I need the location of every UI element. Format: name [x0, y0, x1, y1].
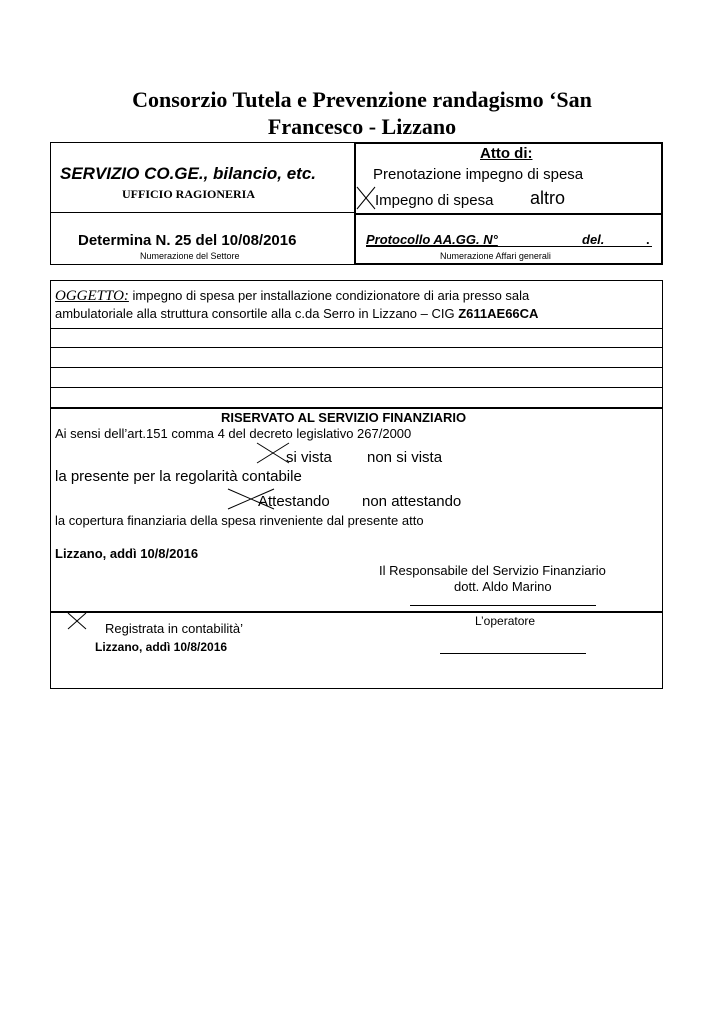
oggetto-row-divider-3	[50, 367, 663, 368]
responsabile-signature-line	[410, 605, 596, 606]
non-si-vista-option: non si vista	[367, 449, 443, 466]
oggetto-label: OGGETTO:	[55, 288, 129, 304]
finanziario-heading: RISERVATO AL SERVIZIO FINANZIARIO	[221, 410, 467, 425]
operatore-signature-line	[440, 653, 586, 654]
document-title	[50, 86, 674, 140]
oggetto-text	[55, 287, 538, 322]
oggetto-row-divider-1	[50, 328, 663, 329]
numerazione-affari-label: Numerazione Affari generali	[440, 251, 551, 261]
numerazione-settore-label: Numerazione del Settore	[140, 251, 240, 261]
office-name: UFFICIO RAGIONERIA	[122, 187, 256, 201]
non-attestando-option: non attestando	[362, 493, 462, 510]
responsabile-name: dott. Aldo Marino	[454, 579, 552, 594]
protocollo-underline	[366, 246, 652, 247]
finanziario-place-date: Lizzano, addì 10/8/2016	[55, 546, 199, 561]
header-divider	[50, 212, 355, 213]
cross-mark-icon	[66, 611, 88, 631]
registrazione-place-date: Lizzano, addì 10/8/2016	[95, 640, 228, 654]
regolarita-text: la presente per la regolarità contabile	[55, 468, 302, 485]
cross-mark-icon	[355, 185, 377, 211]
service-name: SERVIZIO CO.GE., bilancio, etc.	[60, 164, 316, 183]
copertura-text: la copertura finanziaria della spesa rinveniente dal presente atto	[55, 513, 424, 528]
title-line-2: Francesco - Lizzano	[267, 114, 457, 139]
oggetto-text-1: impegno di spesa per installazione condizionatore di aria presso sala	[132, 288, 530, 303]
responsabile-title: Il Responsabile del Servizio Finanziario	[379, 563, 606, 578]
atto-option-altro: altro	[530, 188, 566, 208]
del-label: del.	[582, 232, 605, 247]
title-line-1: Consorzio Tutela e Prevenzione randagismo ‘San	[132, 87, 592, 112]
attestando-option: Attestando	[258, 493, 330, 510]
registrata-label: Registrata in contabilità’	[105, 621, 244, 636]
finanziario-divider	[50, 407, 663, 409]
protocollo-label: Protocollo AA.GG. N°	[366, 232, 498, 247]
atto-option-impegno: Impegno di spesa	[375, 192, 494, 209]
oggetto-text-2: ambulatoriale alla struttura consortile alla c.da Serro in Lizzano – CIG	[55, 306, 455, 321]
operatore-label: L’operatore	[475, 614, 536, 628]
oggetto-line-1	[55, 287, 538, 305]
determina-number: Determina N. 25 del 10/08/2016	[78, 232, 297, 249]
oggetto-row-divider-2	[50, 347, 663, 348]
si-vista-option: si vista	[286, 449, 332, 466]
cig-code: Z611AE66CA	[458, 306, 539, 321]
oggetto-row-divider-4	[50, 387, 663, 388]
oggetto-line-2	[55, 305, 538, 322]
del-dot: .	[646, 232, 650, 247]
registrazione-divider	[50, 611, 663, 613]
atto-option-prenotazione: Prenotazione impegno di spesa	[373, 166, 584, 183]
atto-heading: Atto di:	[480, 145, 533, 162]
legal-reference: Ai sensi dell’art.151 comma 4 del decreto legislativo 267/2000	[55, 426, 412, 441]
